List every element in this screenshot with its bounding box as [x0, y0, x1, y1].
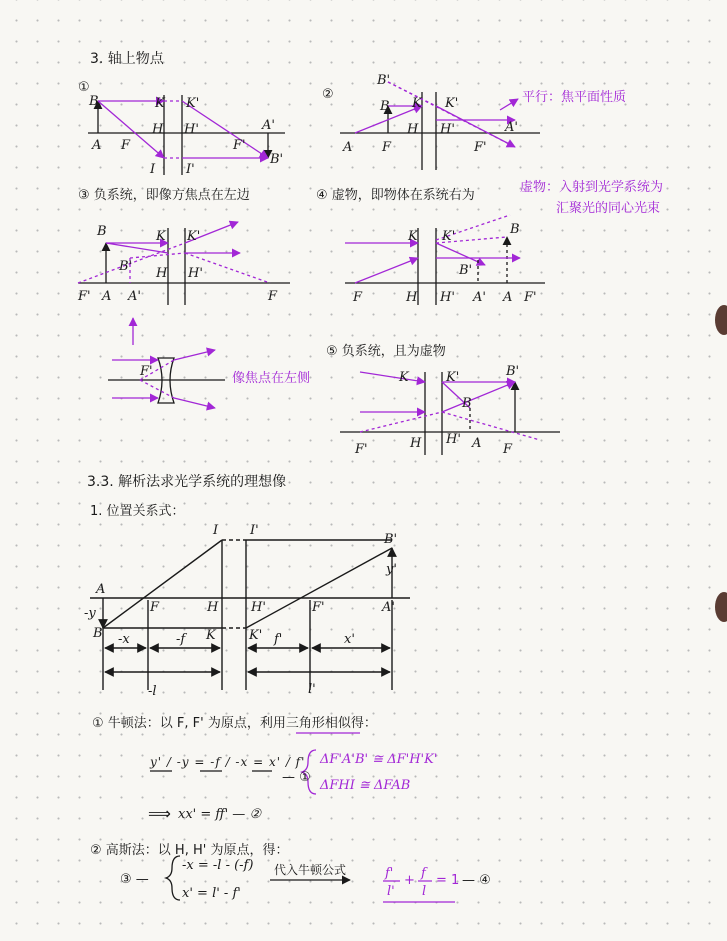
label-A-prime: A': [382, 600, 395, 615]
plus-sign: +: [404, 873, 415, 888]
label-B-prime: B': [506, 364, 520, 379]
label-B: B: [97, 224, 107, 239]
label-H-prime: H': [440, 290, 455, 305]
label-K: K: [399, 370, 409, 385]
position-relation-diagram: [90, 540, 410, 690]
label-F-prime: F': [355, 442, 368, 457]
label-F-prime: F': [312, 600, 325, 615]
label-K: K: [156, 229, 166, 244]
label-F: F: [353, 290, 363, 305]
label-F: F: [268, 289, 278, 304]
label-B: B: [89, 94, 99, 109]
label-B: B: [93, 626, 103, 641]
label-K-prime: K': [187, 229, 201, 244]
similar-triangles-2: ΔFHI ≅ ΔFAB: [320, 778, 411, 793]
label-H: H: [207, 600, 219, 615]
image-focus-note: 像焦点在左侧: [232, 371, 311, 386]
label-F-prime: F': [524, 290, 537, 305]
similar-triangles-1: ΔF'A'B' ≅ ΔF'H'K': [320, 752, 438, 767]
label-K-prime: K': [442, 229, 456, 244]
label-F-prime: F': [233, 138, 246, 153]
gauss-tag-4: — ④: [462, 873, 491, 888]
label-minus-f: -f: [176, 632, 186, 647]
diagram-case-3: [78, 222, 290, 345]
parallel-note: 平行：焦平面性质: [522, 90, 627, 105]
label-F: F: [503, 442, 513, 457]
label-x-prime: x': [344, 632, 355, 647]
subsection-1: 1. 位置关系式：: [90, 504, 185, 519]
result-den-1: l': [387, 884, 395, 899]
result-tail: = 1: [436, 873, 460, 888]
newton-equation-1: y' / -y = -f / -x = x' / f': [150, 755, 306, 769]
label-f-prime: f': [274, 632, 283, 647]
label-minus-y: -y: [84, 606, 96, 621]
result-den-2: l: [422, 884, 427, 899]
label-H-prime: H': [440, 122, 455, 137]
label-F-prime: F': [474, 140, 487, 155]
label-I-prime: I': [186, 162, 195, 177]
label-A: A: [472, 436, 482, 451]
case-2-label: ②: [322, 87, 334, 102]
label-B: B: [380, 99, 390, 114]
label-B-prime: B': [384, 532, 398, 547]
label-K-prime: K': [445, 96, 459, 111]
label-K: K: [408, 229, 418, 244]
label-A: A: [503, 290, 513, 305]
label-I: I: [150, 162, 156, 177]
gauss-tag-3: ③ —: [120, 872, 149, 887]
gauss-brace: [166, 856, 180, 900]
gauss-line-1: -x = -l - (-f): [182, 858, 254, 873]
label-A: A: [343, 140, 353, 155]
result-num-1: f': [385, 866, 394, 881]
result-num-2: f: [421, 866, 426, 881]
label-F-prime: F': [78, 289, 91, 304]
label-H-prime: H': [251, 600, 266, 615]
label-F: F: [150, 600, 160, 615]
newton-eq1-tag: — ①: [282, 770, 311, 785]
newton-equation-2: xx' = ff' — ②: [178, 807, 262, 822]
label-B-prime: B': [459, 263, 473, 278]
label-K: K: [206, 628, 216, 643]
label-K-prime: K': [446, 370, 460, 385]
label-A-prime: A': [473, 290, 486, 305]
gauss-heading: ② 高斯法：以 H, H' 为原点，得：: [90, 843, 289, 858]
newton-heading: ① 牛顿法：以 F, F' 为原点，利用三角形相似得：: [92, 716, 377, 731]
case-4-label: ④ 虚物，即物体在系统右为: [316, 188, 475, 203]
label-A: A: [92, 138, 102, 153]
label-l-prime: l': [308, 682, 316, 697]
case-1-label: ①: [78, 80, 90, 95]
label-B: B: [462, 396, 472, 411]
label-H: H: [407, 122, 419, 137]
label-K-prime: K': [186, 96, 200, 111]
label-B: B: [510, 222, 520, 237]
label-K: K: [412, 96, 422, 111]
label-F-prime: F': [140, 364, 153, 379]
label-A-prime: A': [128, 289, 141, 304]
label-A: A: [102, 289, 112, 304]
label-K-prime: K': [249, 628, 263, 643]
case-3-label: ③ 负系统，即像方焦点在左边: [78, 188, 250, 203]
label-H: H: [410, 436, 422, 451]
label-A-prime: A': [505, 120, 518, 135]
label-A-prime: A': [262, 118, 275, 133]
label-H-prime: H': [188, 266, 203, 281]
label-H-prime: H': [184, 122, 199, 137]
label-B-prime: B': [119, 259, 133, 274]
label-minus-x: -x: [118, 632, 130, 647]
label-B-prime: B': [377, 73, 391, 88]
label-I-prime: I': [250, 523, 259, 538]
substitute-label: 代入牛顿公式: [274, 863, 347, 877]
implies-arrow: ⟹: [148, 804, 171, 823]
label-B-prime: B': [270, 152, 284, 167]
label-F: F: [382, 140, 392, 155]
virtual-object-note-2: 汇聚光的同心光束: [556, 201, 661, 216]
section-33-title: 3.3. 解析法求光学系统的理想像: [87, 474, 287, 490]
gauss-line-2: x' = l' - f': [182, 886, 241, 901]
label-H: H: [406, 290, 418, 305]
section-title: 3. 轴上物点: [90, 51, 164, 67]
label-H: H: [152, 122, 164, 137]
case-5-label: ⑤ 负系统，且为虚物: [326, 344, 446, 359]
label-H: H: [156, 266, 168, 281]
label-minus-l: -l: [148, 684, 157, 699]
virtual-object-note-1: 虚物：入射到光学系统为: [520, 180, 664, 195]
label-y-prime: y': [386, 562, 397, 577]
label-H-prime: H': [446, 432, 461, 447]
label-K: K: [155, 96, 165, 111]
label-I: I: [213, 523, 219, 538]
label-F: F: [121, 138, 131, 153]
diverging-lens-sketch: [108, 350, 225, 408]
label-A: A: [96, 582, 106, 597]
